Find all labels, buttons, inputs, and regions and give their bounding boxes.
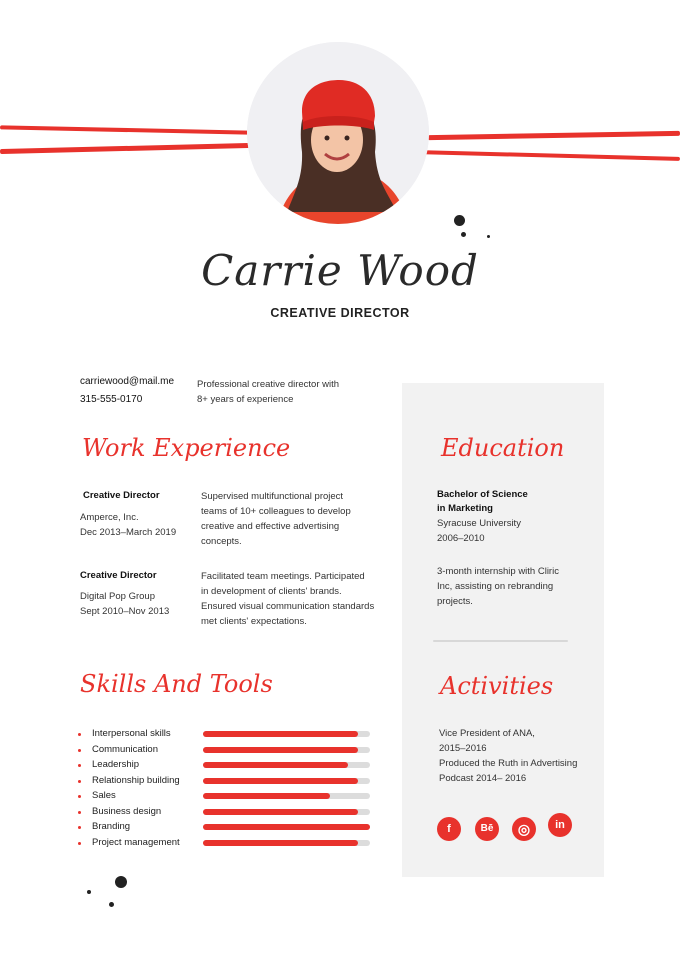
skill-bar-fill: [203, 840, 358, 846]
skill-bar-fill: [203, 824, 370, 830]
skill-bar-track: [203, 778, 370, 784]
bullet-icon: [78, 795, 81, 798]
bullet-icon: [78, 826, 81, 829]
ink-blot: [115, 876, 127, 888]
job-description-line: met clients' expectations.: [201, 616, 307, 627]
activity-line: Vice President of ANA,: [439, 728, 535, 739]
brush-stroke-right-1: [428, 131, 680, 140]
skill-name: Interpersonal skills: [92, 728, 171, 739]
education-note-line: projects.: [437, 596, 473, 607]
skill-name: Relationship building: [92, 774, 180, 786]
education-note: [437, 564, 559, 609]
facebook-icon[interactable]: f: [437, 817, 461, 841]
candidate-name: Carrie Wood: [201, 246, 479, 295]
skill-bar-track: [203, 731, 370, 737]
brush-stroke-left-2: [0, 143, 250, 154]
bullet-icon: [78, 780, 81, 783]
ink-blot: [487, 235, 490, 238]
activities-list: [439, 726, 577, 786]
skill-bar-fill: [203, 809, 358, 815]
phone: 315-555-0170: [80, 394, 143, 405]
skill-bar-track: [203, 762, 370, 768]
skill-bar-fill: [203, 731, 358, 737]
ink-blot: [109, 902, 114, 907]
education-note-line: 3-month internship with Cliric: [437, 566, 559, 577]
skill-bar-track: [203, 809, 370, 815]
job-dates: Dec 2013–March 2019: [80, 527, 177, 538]
job-title: Creative Director: [83, 490, 160, 501]
skill-name: Business design: [92, 805, 162, 817]
ink-blot: [461, 232, 466, 237]
skill-name: Leadership: [92, 759, 140, 770]
bullet-icon: [78, 749, 81, 752]
instagram-icon[interactable]: ◎: [512, 817, 536, 841]
education-years: 2006–2010: [437, 533, 485, 544]
profile-photo: [247, 42, 429, 224]
school: Syracuse University: [437, 518, 521, 529]
activity-line: Produced the Ruth in Advertising: [439, 758, 578, 769]
job-company: Digital Pop Group: [80, 591, 155, 602]
skill-bar-track: [203, 747, 370, 753]
job-dates: Sept 2010–Nov 2013: [80, 606, 170, 617]
education-note-line: Inc, assisting on rebranding: [437, 581, 554, 592]
skill-bar-fill: [203, 762, 348, 768]
skills-heading: Skills And Tools: [80, 670, 273, 698]
skill-name: Branding: [92, 821, 131, 832]
job-description-line: teams of 10+ colleagues to develop: [201, 506, 351, 517]
bullet-icon: [78, 842, 81, 845]
job-description-line: in development of clients' brands.: [201, 586, 342, 597]
education-heading: Education: [441, 434, 565, 462]
bullet-icon: [78, 764, 81, 767]
job-company: Amperce, Inc.: [80, 512, 139, 523]
ink-blot: [87, 890, 91, 894]
skill-bar-fill: [203, 778, 358, 784]
degree: in Marketing: [437, 503, 493, 514]
skill-bar-fill: [203, 747, 358, 753]
summary-line: Professional creative director with: [197, 379, 340, 390]
skill-row: [78, 836, 378, 854]
brush-stroke-left-1: [0, 125, 250, 134]
skill-name: Project management: [92, 836, 180, 848]
job-description: [201, 569, 374, 629]
email: carriewood@mail.me: [80, 376, 175, 387]
skill-bar-track: [203, 840, 370, 846]
divider: [433, 640, 568, 642]
activity-line: Podcast 2014– 2016: [439, 773, 527, 784]
behance-icon[interactable]: Bē: [475, 817, 499, 841]
activities-heading: Activities: [440, 672, 554, 700]
job-description-line: Supervised multifunctional project: [201, 491, 344, 502]
ink-blot: [454, 215, 465, 226]
candidate-role: CREATIVE DIRECTOR: [270, 306, 410, 320]
job-title: Creative Director: [80, 570, 157, 581]
skill-name: Communication: [92, 743, 158, 755]
skill-row: [78, 774, 378, 792]
job-description-line: Ensured visual communication standards: [201, 601, 375, 612]
work-experience-heading: Work Experience: [82, 434, 291, 462]
activity-line: 2015–2016: [439, 743, 487, 754]
skill-name: Sales: [92, 790, 116, 801]
job-description: [201, 489, 351, 549]
job-description-line: concepts.: [201, 536, 242, 547]
job-description-line: Facilitated team meetings. Participated: [201, 571, 365, 582]
skill-bar-fill: [203, 793, 330, 799]
bullet-icon: [78, 733, 81, 736]
degree: Bachelor of Science: [437, 489, 528, 500]
bullet-icon: [78, 811, 81, 814]
job-description-line: creative and effective advertising: [201, 521, 340, 532]
linkedin-icon[interactable]: in: [548, 813, 572, 837]
skill-bar-track: [203, 793, 370, 799]
summary-line: 8+ years of experience: [197, 394, 294, 405]
skill-bar-track: [203, 824, 370, 830]
